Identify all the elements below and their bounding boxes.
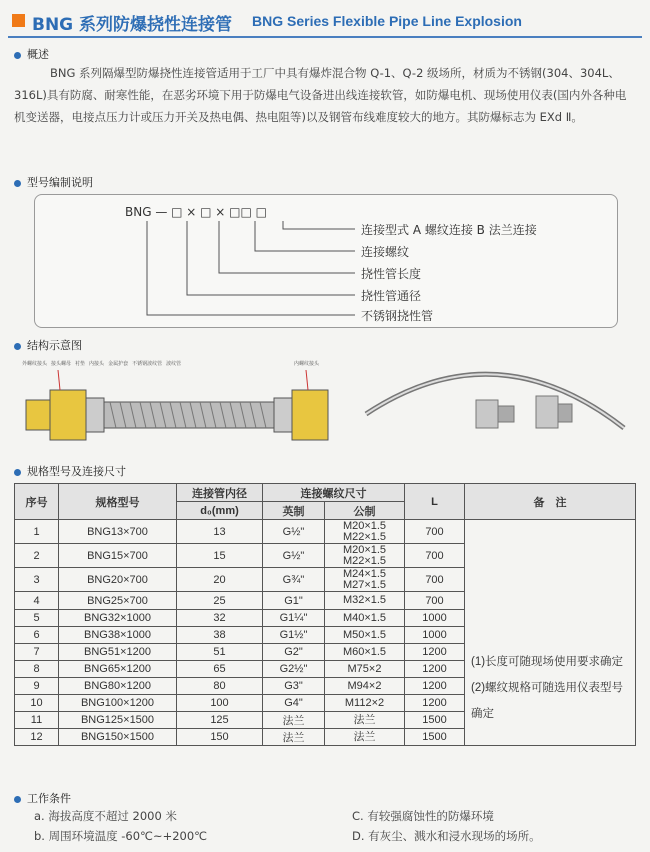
cell-no [15, 568, 59, 592]
cell-no [15, 627, 59, 644]
cell-diameter-value: 125 [210, 714, 229, 726]
section-overview-heading: 概述 [14, 46, 49, 62]
cell-diameter [177, 661, 263, 678]
product-photo [356, 348, 638, 458]
cell-no-value: 3 [33, 573, 40, 586]
cell-model-value: BNG51×1200 [84, 646, 151, 658]
header-no: 序号 [15, 484, 59, 520]
cell-diameter-value: 32 [213, 612, 226, 624]
cell-length [405, 661, 465, 678]
cell-length-value: 700 [425, 594, 444, 607]
product-photo-svg [356, 348, 638, 458]
cell-no [15, 661, 59, 678]
header-length: L [405, 484, 465, 520]
structure-svg [20, 360, 348, 452]
cell-no [15, 544, 59, 568]
cell-no-value: 6 [33, 629, 40, 641]
bullet-icon [14, 796, 21, 803]
page-title: BNG 系列防爆挠性连接管 [32, 15, 233, 35]
header-note: 备 注 [465, 484, 636, 520]
cell-model [59, 610, 177, 627]
cell-metric [325, 627, 405, 644]
cell-length [405, 695, 465, 712]
cell-no-value: 1 [33, 525, 40, 538]
structure-drawing [20, 360, 348, 452]
cell-length [405, 568, 465, 592]
cell-imperial-value: G1½" [279, 629, 308, 641]
cell-diameter [177, 592, 263, 610]
model-line-5: 不锈钢挠性管 [361, 309, 434, 323]
cell-length [405, 644, 465, 661]
cell-diameter [177, 695, 263, 712]
header-dia: 连接管内径 [177, 484, 263, 502]
page-title-english: BNG Series Flexible Pipe Line Explosion [252, 13, 522, 29]
condition-c: C. 有较强腐蚀性的防爆环境 [352, 809, 494, 823]
cell-length [405, 729, 465, 746]
cell-imperial-value: G2½" [279, 663, 308, 675]
cell-metric-value: M24×1.5 [342, 567, 387, 580]
cell-length [405, 520, 465, 544]
cell-diameter-value: 65 [213, 663, 226, 675]
cell-diameter [177, 678, 263, 695]
cell-imperial [263, 678, 325, 695]
header-model: 规格型号 [59, 484, 177, 520]
cell-metric-value: M50×1.5 [342, 628, 387, 641]
cell-diameter [177, 610, 263, 627]
cell-imperial [263, 568, 325, 592]
cell-diameter-value: 100 [210, 697, 229, 709]
cell-no [15, 678, 59, 695]
cell-metric [325, 729, 405, 746]
note-line: (1)长度可随现场使用要求确定 [471, 655, 624, 668]
section-model-heading: 型号编制说明 [14, 174, 93, 190]
cell-metric [325, 644, 405, 661]
cell-diameter-value: 15 [213, 549, 226, 562]
bullet-icon [14, 52, 21, 59]
cell-model-value: BNG100×1200 [80, 697, 155, 709]
cell-model-value: BNG150×1500 [80, 731, 155, 743]
table-row [15, 520, 636, 544]
cell-metric-value-2: M22×1.5 [342, 530, 387, 543]
header-thread: 连接螺纹尺寸 [263, 484, 405, 502]
cell-imperial [263, 592, 325, 610]
cell-no [15, 729, 59, 746]
cell-imperial [263, 729, 325, 746]
cell-imperial [263, 695, 325, 712]
cell-no [15, 695, 59, 712]
cell-length-value: 700 [425, 525, 444, 538]
title-marker [12, 14, 25, 27]
note-line: (2)螺纹规格可随选用仪表型号 [471, 681, 624, 694]
cell-imperial-value: G2" [284, 646, 303, 658]
cell-length-value: 1200 [422, 646, 447, 658]
cell-model-value: BNG32×1000 [84, 612, 151, 624]
cell-length-value: 700 [425, 573, 444, 586]
cell-metric [325, 610, 405, 627]
cell-length-value: 1000 [422, 612, 447, 624]
cell-model [59, 712, 177, 729]
cell-metric [325, 520, 405, 544]
cell-model-value: BNG15×700 [87, 549, 148, 562]
cell-diameter-value: 38 [213, 629, 226, 641]
cell-no-value: 5 [33, 612, 40, 624]
cell-imperial [263, 520, 325, 544]
cell-imperial-value: 法兰 [282, 732, 305, 744]
note-line: 确定 [471, 707, 494, 720]
cell-model-value: BNG80×1200 [84, 680, 151, 692]
cell-no-value: 10 [30, 697, 43, 709]
model-line-2: 连接螺纹 [361, 245, 410, 259]
cell-length-value: 1000 [422, 629, 447, 641]
cell-length [405, 678, 465, 695]
cell-imperial-value: G3" [284, 680, 303, 692]
condition-d: D. 有灰尘、溅水和浸水现场的场所。 [352, 829, 541, 843]
cell-imperial-value: 法兰 [282, 715, 305, 727]
structure-label-right: 内螺纹接头 [294, 361, 320, 367]
model-leader-lines [35, 195, 617, 327]
cell-no-value: 12 [30, 731, 43, 743]
cell-diameter-value: 51 [213, 646, 226, 658]
cell-no-value: 7 [33, 646, 40, 658]
cell-imperial-value: G1¼" [279, 612, 308, 624]
cell-no-value: 8 [33, 663, 40, 675]
cell-length-value: 1200 [422, 663, 447, 675]
cell-model-value: BNG13×700 [87, 525, 148, 538]
cell-metric [325, 544, 405, 568]
structure-labels: 外螺纹接头 接头螺母 衬垫 内接头 金属护套 不锈钢波纹管 波纹管 [22, 361, 182, 367]
cell-metric [325, 678, 405, 695]
cell-metric-value: M112×2 [344, 696, 385, 709]
section-conditions-heading: 工作条件 [14, 790, 71, 806]
cell-no-value: 9 [33, 680, 40, 692]
cell-length-value: 1200 [422, 697, 447, 709]
cell-no-value: 2 [33, 549, 40, 562]
cell-diameter-value: 25 [213, 594, 226, 607]
cell-imperial [263, 544, 325, 568]
cell-length-value: 1500 [422, 731, 447, 743]
header-dia-unit: d₀(mm) [177, 502, 263, 520]
model-code-diagram [34, 194, 618, 328]
cell-model [59, 592, 177, 610]
bullet-icon [14, 180, 21, 187]
cell-metric-value: M20×1.5 [342, 543, 387, 556]
cell-diameter [177, 520, 263, 544]
bullet-icon [14, 343, 21, 350]
cell-length [405, 712, 465, 729]
title-bar [8, 6, 642, 38]
cell-metric-value-2: M27×1.5 [342, 578, 387, 591]
overview-text: BNG 系列隔爆型防爆挠性连接管适用于工厂中具有爆炸混合物 Q-1、Q-2 级场所，材质为不锈钢(304、304L、316L)具有防腐、耐寒性能，在恶劣环境下用于防爆电气设备进出线连接软管，如防爆电机、现场使用仪表(国内外各种电机变送器，电接点压力计或压力开关及热电偶、热电阻等)以及钢管布线难度较大的地方。其防爆标志为 EXd Ⅱ。 [14, 66, 627, 124]
cell-metric-value-2: M22×1.5 [342, 554, 387, 567]
cell-model [59, 729, 177, 746]
cell-model-value: BNG125×1500 [80, 714, 155, 726]
cell-model [59, 627, 177, 644]
cell-diameter-value: 150 [210, 731, 229, 743]
cell-metric [325, 568, 405, 592]
cell-imperial-value: G4" [284, 697, 303, 709]
cell-imperial [263, 712, 325, 729]
cell-length [405, 627, 465, 644]
cell-imperial-value: G1" [284, 594, 303, 607]
cell-length [405, 544, 465, 568]
cell-metric-value: 法兰 [353, 713, 376, 726]
cell-model [59, 695, 177, 712]
cell-imperial-value: G½" [282, 525, 305, 538]
cell-model [59, 568, 177, 592]
cell-metric [325, 695, 405, 712]
cell-model-value: BNG38×1000 [84, 629, 151, 641]
cell-length-value: 1500 [422, 714, 447, 726]
cell-no [15, 644, 59, 661]
cell-model-value: BNG65×1200 [84, 663, 151, 675]
cell-metric-value: 法兰 [353, 730, 376, 743]
cell-diameter [177, 627, 263, 644]
cell-metric-value: M32×1.5 [342, 594, 387, 606]
cell-length-value: 700 [425, 549, 444, 562]
section-spec-heading: 规格型号及连接尺寸 [14, 463, 126, 479]
cell-model-value: BNG25×700 [87, 594, 148, 607]
cell-no-value: 4 [33, 594, 40, 607]
condition-b: b. 周围环境温度 -60℃~+200℃ [34, 829, 208, 843]
cell-length [405, 610, 465, 627]
cell-length [405, 592, 465, 610]
cell-metric-value: M75×2 [347, 662, 382, 675]
cell-metric [325, 712, 405, 729]
cell-imperial [263, 661, 325, 678]
cell-imperial-value: G¾" [282, 573, 305, 586]
cell-model [59, 644, 177, 661]
cell-no-value: 11 [30, 714, 43, 726]
cell-diameter-value: 20 [213, 573, 226, 586]
cell-metric [325, 661, 405, 678]
cell-metric-value: M60×1.5 [342, 645, 387, 658]
cell-metric-value: M40×1.5 [342, 611, 387, 624]
cell-no [15, 712, 59, 729]
cell-diameter-value: 13 [213, 525, 226, 538]
cell-no [15, 592, 59, 610]
cell-model [59, 520, 177, 544]
cell-diameter-value: 80 [213, 680, 226, 692]
cell-metric-value: M94×2 [347, 679, 382, 692]
cell-metric [325, 592, 405, 610]
header-metric: 公制 [325, 502, 405, 520]
cell-note [465, 520, 636, 746]
cell-imperial-value: G½" [282, 549, 305, 562]
cell-model-value: BNG20×700 [87, 573, 148, 586]
cell-length-value: 1200 [422, 680, 447, 692]
cell-model [59, 544, 177, 568]
cell-model [59, 678, 177, 695]
section-structure-heading: 结构示意图 [14, 337, 82, 353]
cell-diameter [177, 544, 263, 568]
header-imperial: 英制 [263, 502, 325, 520]
cell-diameter [177, 712, 263, 729]
spec-table [14, 483, 636, 746]
cell-imperial [263, 627, 325, 644]
cell-diameter [177, 729, 263, 746]
cell-diameter [177, 568, 263, 592]
cell-diameter [177, 644, 263, 661]
cell-no [15, 520, 59, 544]
bullet-icon [14, 469, 21, 476]
cell-imperial [263, 644, 325, 661]
cell-model [59, 661, 177, 678]
model-line-3: 挠性管长度 [361, 267, 422, 281]
cell-metric-value: M20×1.5 [342, 519, 387, 532]
cell-no [15, 610, 59, 627]
condition-a: a. 海拔高度不超过 2000 米 [34, 809, 177, 823]
model-line-1: 连接型式 A 螺纹连接 B 法兰连接 [361, 223, 537, 237]
model-code: BNG — □ × □ × □□ □ [125, 205, 268, 219]
cell-imperial [263, 610, 325, 627]
model-line-4: 挠性管通径 [361, 289, 422, 303]
